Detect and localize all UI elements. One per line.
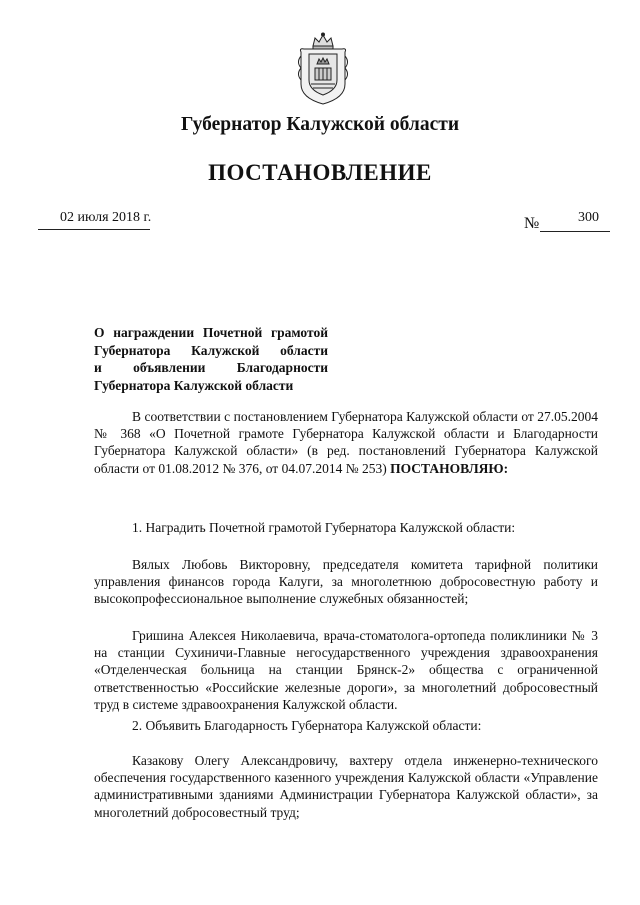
document-subject — [94, 324, 328, 394]
item1-heading: 1. Наградить Почетной грамотой Губернатора Калужской области: — [132, 520, 516, 535]
coat-of-arms-emblem — [295, 32, 351, 106]
subject-line: О награждении Почетной грамотой — [94, 325, 328, 340]
item1-award-person-1: Вялых Любовь Викторовну, председателя комитета тарифной политики управления финансов города Калуги, за многолетнюю добросовестную работу и высокопрофессиональное выполнение служебных обязанностей; — [94, 557, 598, 607]
date-underline — [38, 229, 150, 230]
subject-line: Губернатора Калужской области — [94, 342, 328, 358]
number-underline — [540, 231, 610, 232]
item2-gratitude-person-1: Казакову Олегу Александровичу, вахтеру отдела инженерно-технического обеспечения государственного казенного учреждения Калужской области «Управление административными зданиями Администрации Губернатора Калужской области», за многолетний добросовестный труд; — [94, 753, 598, 820]
item1-award-person-2: Гришина Алексея Николаевича, врача-стоматолога-ортопеда поликлиники № 3 на станции Сухиничи-Главные негосударственного учреждения здравоохранения «Отделенческая больница на станции Брянск-2» общества с ограниченной ответственностью «Российские железные дороги», за многолетний добросовестный труд в системе здравоохранения Калужской области. — [94, 628, 598, 712]
subject-line: и объявлении Благодарности — [94, 360, 328, 375]
issuing-authority: Губернатор Калужской области — [180, 114, 460, 135]
document-type-title: ПОСТАНОВЛЕНИЕ — [208, 160, 432, 185]
number-sign: № — [524, 215, 540, 232]
decree-word: ПОСТАНОВЛЯЮ: — [390, 460, 509, 476]
preamble-text: В соответствии с постановлением Губернатора Калужской области от 27.05.2004 № 368 «О Почетной грамоте Губернатора Калужской области и Благодарности Губернатора Калужской области» (в ред. постановлений Губернатора Калужской области от 01.08.2012 № 376, от 04.07.2014 № 253) — [94, 409, 598, 476]
item2-heading: 2. Объявить Благодарность Губернатора Калужской области: — [132, 718, 482, 733]
subject-line: Губернатора Калужской области — [94, 377, 294, 393]
document-date: 02 июля 2018 г. — [60, 210, 152, 225]
preamble-block — [94, 408, 598, 477]
document-number: 300 — [578, 210, 599, 225]
